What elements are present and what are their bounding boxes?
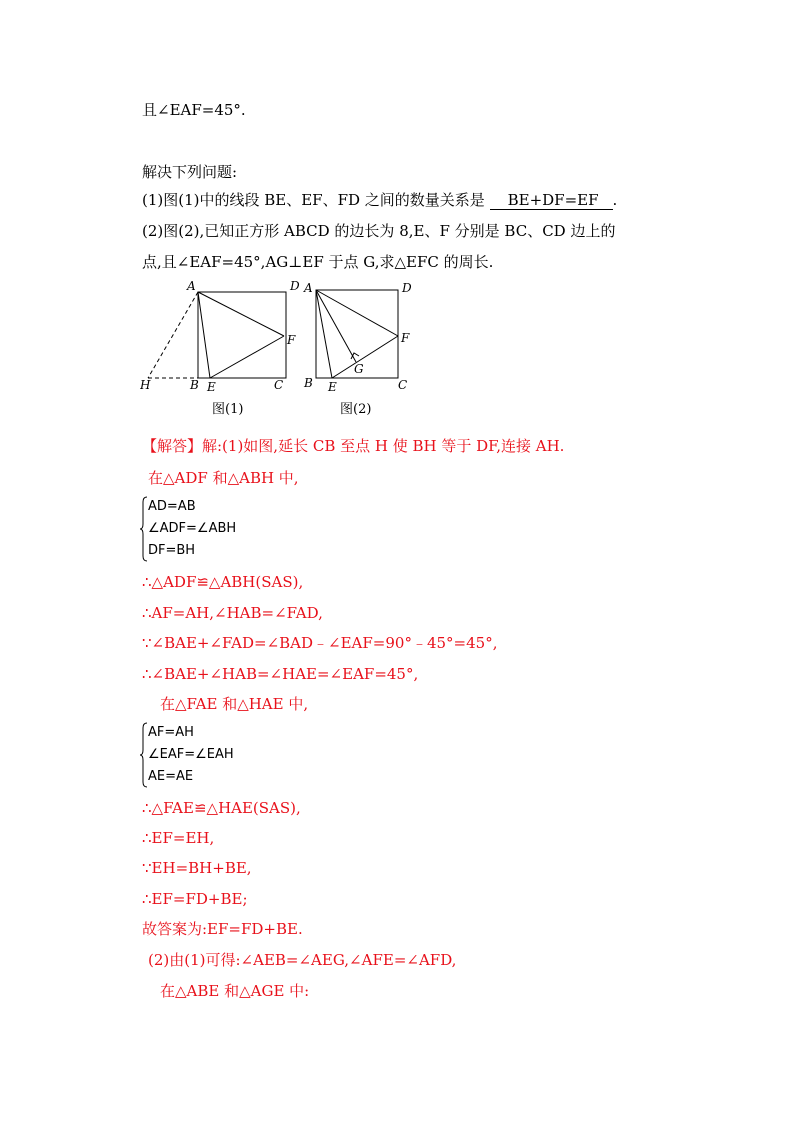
problem-line-0: 且∠EAF=45°.	[142, 101, 246, 119]
equation-system-1	[140, 496, 280, 562]
label-b: B	[304, 376, 313, 390]
question-2-line-1: (2)图(2),已知正方形 ABCD 的边长为 8,E、F 分别是 BC、CD 边上的	[142, 222, 616, 240]
figure-1	[140, 276, 310, 416]
problem-header: 解决下列问题:	[142, 163, 238, 181]
solution-line-12: 故答案为:EF=FD+BE.	[142, 920, 303, 938]
label-c: C	[274, 378, 284, 392]
equation-system-2	[140, 722, 280, 788]
solution-line-3: ∴△ADF≌△ABH(SAS),	[142, 573, 304, 591]
q1-answer-blank: BE+DF=EF	[490, 191, 613, 210]
square-abcd	[198, 292, 286, 378]
q1-prefix: (1)图(1)中的线段 BE、EF、FD 之间的数量关系是	[142, 191, 485, 209]
solution-line-9: ∴EF=EH,	[142, 829, 215, 847]
label-f: F	[287, 333, 296, 347]
label-h: H	[140, 378, 151, 392]
system-1-row-1: AD=AB	[148, 499, 196, 514]
label-a: A	[187, 279, 196, 293]
brace-icon	[140, 722, 148, 788]
label-b: B	[190, 378, 199, 392]
solution-line-5: ∵∠BAE+∠FAD=∠BAD﹣∠EAF=90°﹣45°=45°,	[142, 634, 498, 652]
solution-line-4: ∴AF=AH,∠HAB=∠FAD,	[142, 604, 323, 622]
label-a: A	[304, 281, 313, 295]
solution-line-10: ∵EH=BH+BE,	[142, 859, 252, 877]
figure-2	[298, 276, 428, 416]
segment-af	[198, 292, 284, 336]
label-e: E	[328, 380, 337, 394]
label-g: G	[354, 362, 364, 376]
system-1-row-3: DF=BH	[148, 543, 196, 558]
system-2-row-2: ∠EAF=∠EAH	[148, 747, 234, 762]
brace-icon	[140, 496, 148, 562]
segment-ef	[332, 336, 398, 378]
label-c: C	[398, 378, 408, 392]
system-2-row-3: AE=AE	[148, 769, 194, 784]
solution-line-1: 【解答】解:(1)如图,延长 CB 至点 H 使 BH 等于 DF,连接 AH.	[142, 437, 565, 455]
right-angle-mark	[351, 353, 359, 359]
solution-line-13: (2)由(1)可得:∠AEB=∠AEG,∠AFE=∠AFD,	[148, 951, 457, 969]
solution-line-8: ∴△FAE≌△HAE(SAS),	[142, 799, 301, 817]
solution-line-14: 在△ABE 和△AGE 中:	[160, 982, 310, 1000]
question-1	[142, 190, 617, 210]
solution-line-11: ∴EF=FD+BE;	[142, 890, 248, 908]
solution-line-7: 在△FAE 和△HAE 中,	[160, 695, 309, 713]
question-2-line-2: 点,且∠EAF=45°,AG⊥EF 于点 G,求△EFC 的周长.	[142, 253, 494, 271]
solution-line-6: ∴∠BAE+∠HAB=∠HAE=∠EAF=45°,	[142, 665, 419, 683]
segment-ef	[210, 336, 284, 378]
system-2-row-1: AF=AH	[148, 725, 194, 740]
segment-ae	[198, 292, 210, 378]
label-f: F	[401, 331, 410, 345]
segment-ae	[316, 290, 332, 378]
solution-line-2: 在△ADF 和△ABH 中,	[148, 469, 299, 487]
system-1-row-2: ∠ADF=∠ABH	[148, 521, 237, 536]
figure-2-caption: 图(2)	[340, 402, 372, 417]
label-e: E	[207, 380, 216, 394]
label-d: D	[402, 281, 412, 295]
figure-1-caption: 图(1)	[212, 402, 244, 417]
label-d: D	[290, 279, 300, 293]
q1-end: .	[612, 191, 618, 209]
segment-ah-dashed	[148, 292, 198, 378]
